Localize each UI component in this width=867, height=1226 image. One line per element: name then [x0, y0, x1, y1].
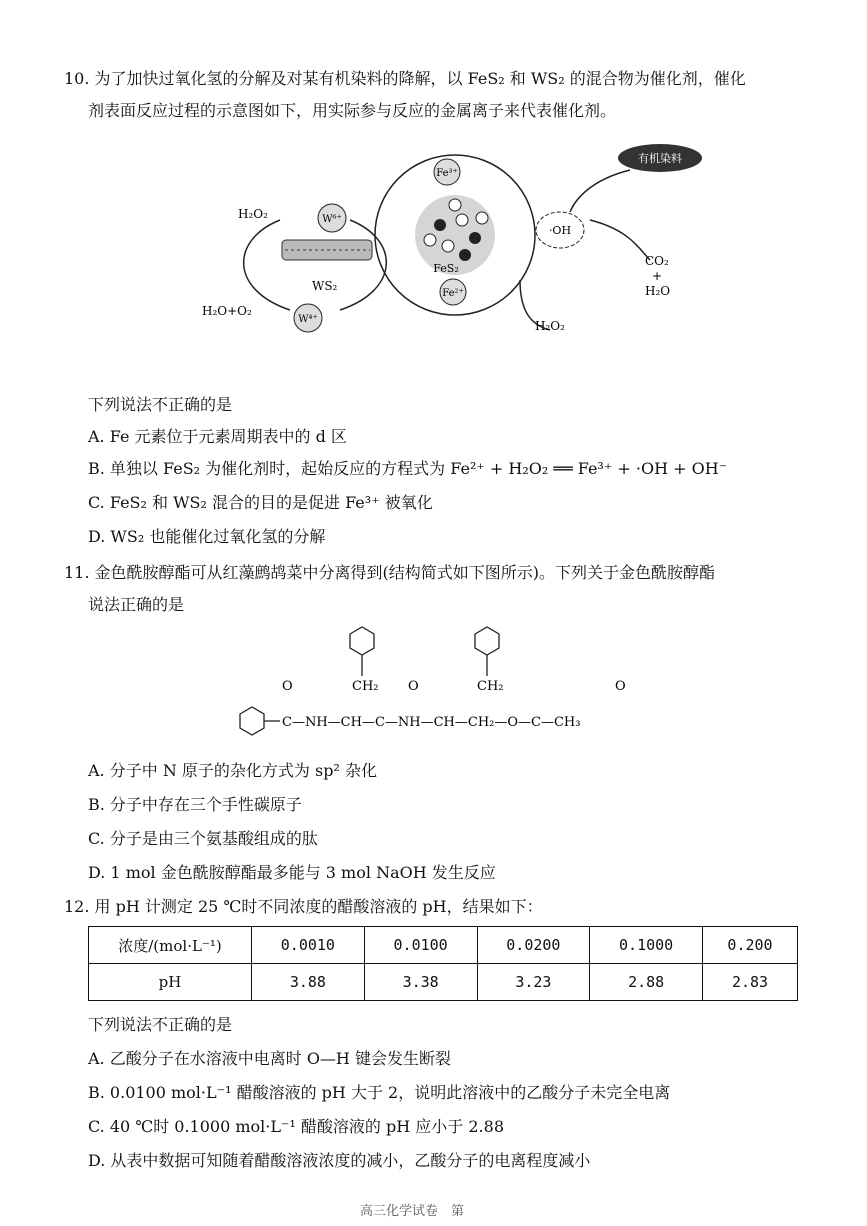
q11-line1: 11. 金色酰胺醇酯可从红藻鹧鸪菜中分离得到(结构简式如下图所示)。下列关于金色酰胺醇酯 [64, 563, 716, 582]
dye-label: 有机染料 [638, 152, 682, 165]
ch2-b-label: CH₂ [477, 679, 504, 694]
q10-option-d: D. WS₂ 也能催化过氧化氢的分解 [88, 527, 326, 546]
co2-label: CO₂ [645, 254, 669, 268]
ws2-loop-left-arrow [244, 220, 290, 310]
q10-option-b: B. 单独以 FeS₂ 为催化剂时，起始反应的方程式为 Fe²⁺ + H₂O₂ ══ Fe³⁺ + ·OH + OH⁻ [88, 459, 728, 478]
carbonyl-o3-label: O [615, 679, 626, 694]
h2o-label: H₂O [645, 284, 671, 298]
h2o2-left-label: H₂O₂ [238, 207, 268, 221]
q12-option-d: D. 从表中数据可知随着醋酸溶液浓度的减小，乙酸分子的电离程度减小 [88, 1151, 591, 1170]
ws2-particle-layer [282, 240, 372, 260]
q10-stem: 下列说法不正确的是 [88, 395, 233, 414]
carbonyl-o1-label: O [282, 679, 293, 694]
q10-line2: 剂表面反应过程的示意图如下，用实际参与反应的金属离子来代表催化剂。 [88, 101, 617, 120]
main-chain-label: C—NH—CH—C—NH—CH—CH₂—O—C—CH₃ [282, 715, 581, 730]
compound-structure [220, 624, 700, 754]
ws2-label: WS₂ [312, 279, 338, 293]
oh-label: ·OH [548, 224, 572, 237]
q12-option-b: B. 0.0100 mol·L⁻¹ 醋酸溶液的 pH 大于 2，说明此溶液中的乙酸分子未完全电离 [88, 1083, 671, 1102]
carbonyl-o2-label: O [408, 679, 419, 694]
table-cell: 2.83 [703, 964, 798, 1001]
catalyst-reaction-diagram [190, 140, 710, 380]
table-cell: 3.38 [364, 964, 477, 1001]
ch2-a-label: CH₂ [352, 679, 379, 694]
q12-stem: 下列说法不正确的是 [88, 1015, 233, 1034]
q12-line1: 12. 用 pH 计测定 25 ℃时不同浓度的醋酸溶液的 pH，结果如下： [64, 897, 543, 916]
q10-line1: 10. 为了加快过氧化氢的分解及对某有机染料的降解，以 FeS₂ 和 WS₂ 的混合物为催化剂，催化 [64, 69, 746, 88]
w4-label: W⁴⁺ [298, 314, 318, 325]
q11-option-d: D. 1 mol 金色酰胺醇酯最多能与 3 mol NaOH 发生反应 [88, 863, 496, 882]
h2o2-bottom-label: H₂O₂ [535, 319, 565, 333]
fe2-label: Fe²⁺ [442, 288, 464, 299]
dye-to-oh-arrow [570, 170, 630, 212]
h2o-o2-label: H₂O+O₂ [202, 304, 252, 318]
q12-option-c: C. 40 ℃时 0.1000 mol·L⁻¹ 醋酸溶液的 pH 应小于 2.88 [88, 1117, 505, 1136]
ph-data-table [88, 926, 798, 1001]
table-cell: 0.0010 [252, 927, 365, 964]
table-cell: 0.0100 [364, 927, 477, 964]
q12-option-a: A. 乙酸分子在水溶液中电离时 O—H 键会发生断裂 [88, 1049, 451, 1068]
q11-option-a: A. 分子中 N 原子的杂化方式为 sp² 杂化 [88, 761, 377, 780]
oh-to-products-arrow [590, 220, 650, 260]
table-row [89, 927, 798, 964]
page-footer: 高三化学试卷 第 [360, 1204, 465, 1219]
table-row [89, 964, 798, 1001]
fe3-label: Fe³⁺ [436, 168, 458, 179]
table-cell: 3.23 [477, 964, 590, 1001]
q10-option-a: A. Fe 元素位于元素周期表中的 d 区 [88, 427, 347, 446]
q11-option-c: C. 分子是由三个氨基酸组成的肽 [88, 829, 318, 848]
table-cell: 0.0200 [477, 927, 590, 964]
fes2-label: FeS₂ [433, 262, 459, 275]
table-cell-ph-header: pH [89, 964, 252, 1001]
plus-label: + [652, 269, 663, 283]
table-cell-concentration-header: 浓度/(mol·L⁻¹) [89, 927, 252, 964]
q10-option-c: C. FeS₂ 和 WS₂ 混合的目的是促进 Fe³⁺ 被氧化 [88, 493, 433, 512]
benzene-ring-top1 [350, 627, 374, 655]
q11-option-b: B. 分子中存在三个手性碳原子 [88, 795, 302, 814]
q11-line2: 说法正确的是 [88, 595, 185, 614]
benzene-ring-top2 [475, 627, 499, 655]
table-cell: 2.88 [590, 964, 703, 1001]
table-cell: 0.200 [703, 927, 798, 964]
ws2-loop-right-arrow [340, 220, 386, 310]
w6-label: W⁶⁺ [322, 214, 342, 225]
table-cell: 0.1000 [590, 927, 703, 964]
table-cell: 3.88 [252, 964, 365, 1001]
benzene-ring-left [240, 707, 264, 735]
